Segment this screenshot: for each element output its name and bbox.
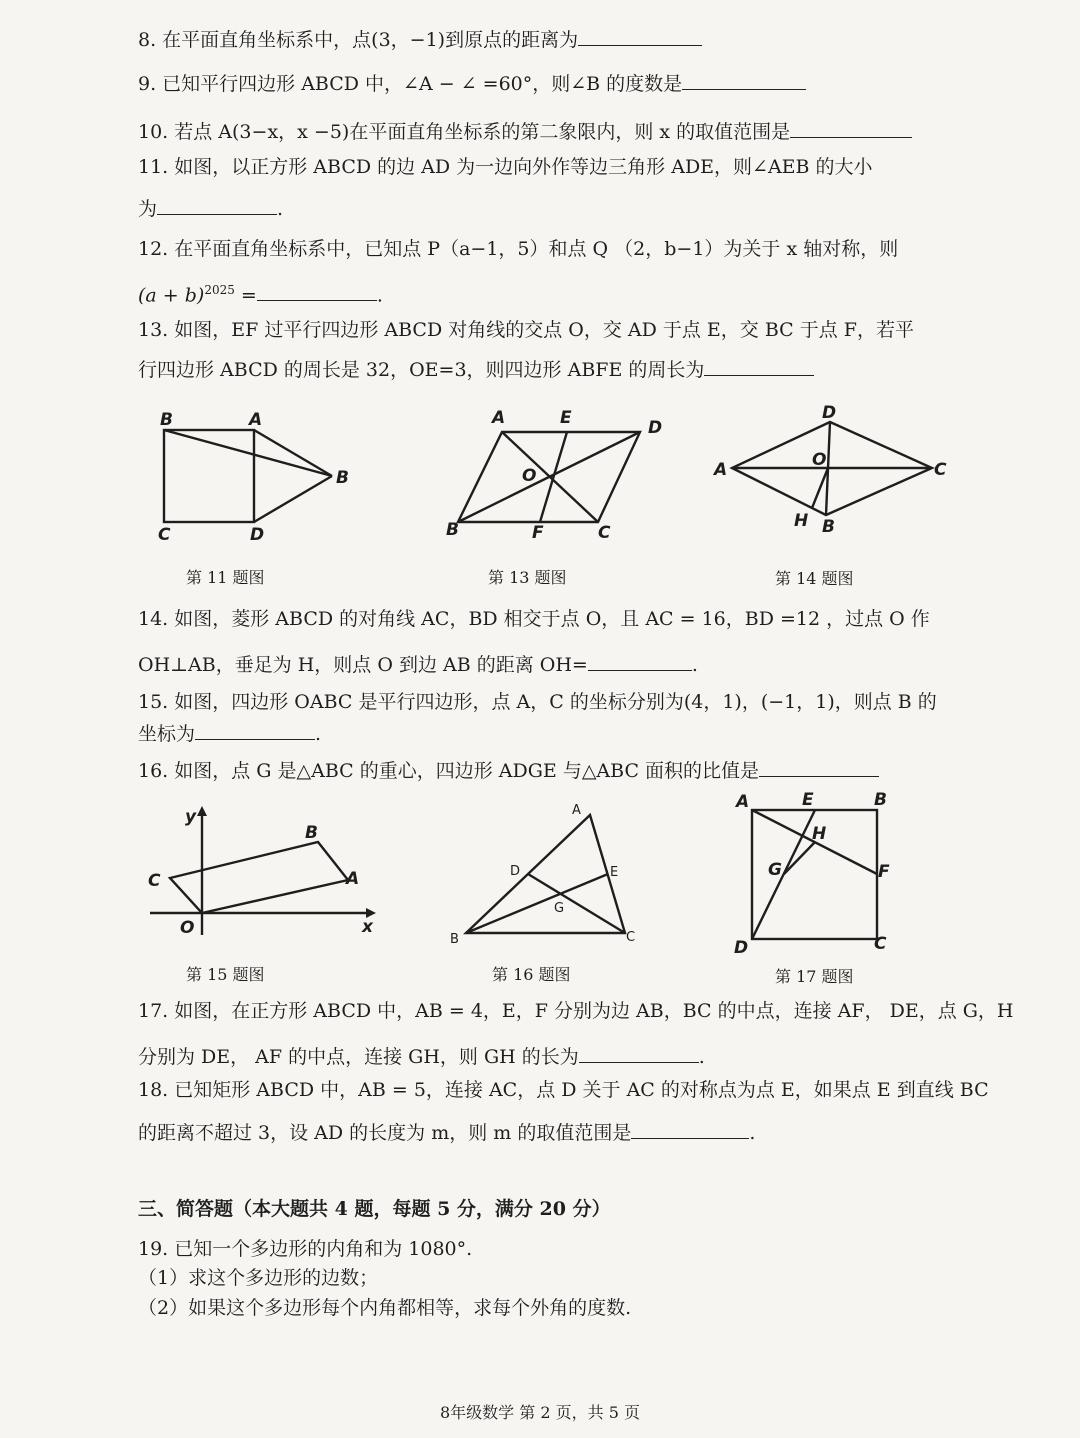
label-b: B	[305, 823, 318, 843]
label-e: E	[802, 790, 814, 810]
answer-blank	[257, 282, 377, 301]
label-e: E	[560, 408, 572, 428]
figure-17	[730, 785, 910, 960]
answer-blank	[578, 27, 702, 46]
label-d: D	[822, 403, 837, 423]
label-f: F	[532, 523, 544, 543]
answer-blank	[579, 1044, 699, 1063]
label-a: A	[492, 408, 506, 428]
answer-blank	[682, 71, 806, 90]
question-16: 16. 如图，点 G 是△ABC 的重心，四边形 ADGE 与△ABC 面积的比值是	[138, 758, 879, 783]
label-e: B	[336, 468, 349, 488]
answer-blank	[631, 1120, 749, 1139]
caption-fig-17: 第 17 题图	[775, 967, 854, 986]
answer-blank	[704, 357, 814, 376]
label-b: B	[822, 517, 835, 537]
question-8: 8. 在平面直角坐标系中，点(3，−1)到原点的距离为	[138, 27, 702, 52]
question-17: 17. 如图，在正方形 ABCD 中，AB = 4，E，F 分别为边 AB，BC 的中点，连接 AF， DE，点 G，H	[138, 1000, 1014, 1022]
label-y: y	[185, 807, 197, 827]
caption-fig-11: 第 11 题图	[186, 568, 265, 587]
label-o: O	[522, 466, 537, 486]
label-d: D	[734, 938, 749, 958]
label-h: H	[812, 824, 827, 844]
figure-13	[440, 405, 680, 545]
caption-fig-13: 第 13 题图	[488, 568, 567, 587]
label-e: E	[610, 865, 619, 880]
question-9: 9. 已知平行四边形 ABCD 中，∠A − ∠ =60°，则∠B 的度数是	[138, 71, 806, 96]
question-11: 11. 如图，以正方形 ABCD 的边 AD 为一边向外作等边三角形 ADE，则∠AEB 的大小	[138, 156, 873, 178]
label-b: B	[446, 520, 459, 540]
label-c: C	[158, 525, 171, 545]
question-10: 10. 若点 A(3−x，x −5)在平面直角坐标系的第二象限内，则 x 的取值范围是	[138, 119, 912, 144]
question-17-cont: 分别为 DE， AF 的中点，连接 GH，则 GH 的长为 .	[138, 1046, 705, 1068]
question-11-cont: 为 .	[138, 198, 284, 220]
question-12: 12. 在平面直角坐标系中，已知点 P（a−1，5）和点 Q （2，b−1）为关于 x 轴对称，则	[138, 238, 899, 260]
label-d: D	[250, 525, 265, 545]
answer-blank	[759, 758, 879, 777]
label-g: G	[768, 860, 782, 880]
question-18: 18. 已知矩形 ABCD 中，AB = 5，连接 AC，点 D 关于 AC 的对称点为点 E，如果点 E 到直线 BC	[138, 1079, 989, 1101]
label-f: F	[878, 862, 890, 882]
label-b: B	[874, 790, 887, 810]
figure-16	[440, 800, 660, 950]
question-12-cont: $(a + b)^{2025}$ = .	[138, 283, 383, 307]
label-c: C	[148, 871, 161, 891]
caption-fig-16: 第 16 题图	[492, 965, 571, 984]
question-18-cont: 的距离不超过 3，设 AD 的长度为 m，则 m 的取值范围是 .	[138, 1122, 756, 1144]
label-a: A	[736, 792, 750, 812]
label-a: A	[572, 803, 581, 818]
question-19-part-1: （1）求这个多边形的边数；	[138, 1267, 379, 1289]
question-14-cont: OH⊥AB，垂足为 H，则点 O 到边 AB 的距离 OH= .	[138, 654, 698, 676]
label-c: C	[598, 523, 611, 543]
label-x: x	[362, 917, 373, 937]
label-a: A	[249, 410, 263, 430]
question-14: 14. 如图，菱形 ABCD 的对角线 AC，BD 相交于点 O，且 AC = 16，BD =12 ，过点 O 作	[138, 608, 930, 630]
section-heading: 三、简答题（本大题共 4 题，每题 5 分，满分 20 分）	[138, 1198, 611, 1220]
label-o: O	[180, 918, 195, 938]
label-b: B	[160, 410, 173, 430]
caption-fig-14: 第 14 题图	[775, 569, 854, 588]
label-c: C	[874, 934, 887, 954]
figure-11	[150, 405, 360, 550]
label-d: D	[648, 418, 663, 438]
label-c: C	[626, 930, 636, 945]
label-b: B	[450, 932, 459, 947]
question-19: 19. 已知一个多边形的内角和为 1080°.	[138, 1238, 473, 1260]
answer-blank	[588, 652, 692, 671]
label-o: O	[812, 450, 827, 470]
page-footer: 8年级数学 第 2 页，共 5 页	[440, 1403, 640, 1422]
label-a: A	[346, 869, 360, 889]
question-15-cont: 坐标为 .	[138, 723, 322, 745]
label-h: H	[794, 511, 809, 531]
question-15: 15. 如图，四边形 OABC 是平行四边形，点 A，C 的坐标分别为(4，1)，(−1，1)，则点 B 的	[138, 691, 937, 713]
answer-blank	[157, 196, 277, 215]
answer-blank	[195, 721, 315, 740]
figure-15	[140, 800, 390, 950]
label-d: D	[510, 864, 521, 879]
answer-blank	[790, 119, 912, 138]
label-g: G	[554, 901, 565, 916]
caption-fig-15: 第 15 题图	[186, 965, 265, 984]
question-13-cont: 行四边形 ABCD 的周长是 32，OE=3，则四边形 ABFE 的周长为	[138, 357, 814, 382]
question-13: 13. 如图，EF 过平行四边形 ABCD 对角线的交点 O，交 AD 于点 E，交 BC 于点 F，若平	[138, 319, 914, 341]
question-19-part-2: （2）如果这个多边形每个内角都相等，求每个外角的度数.	[138, 1297, 632, 1319]
label-a: A	[714, 460, 728, 480]
figure-14	[710, 400, 950, 540]
label-c: C	[934, 460, 947, 480]
